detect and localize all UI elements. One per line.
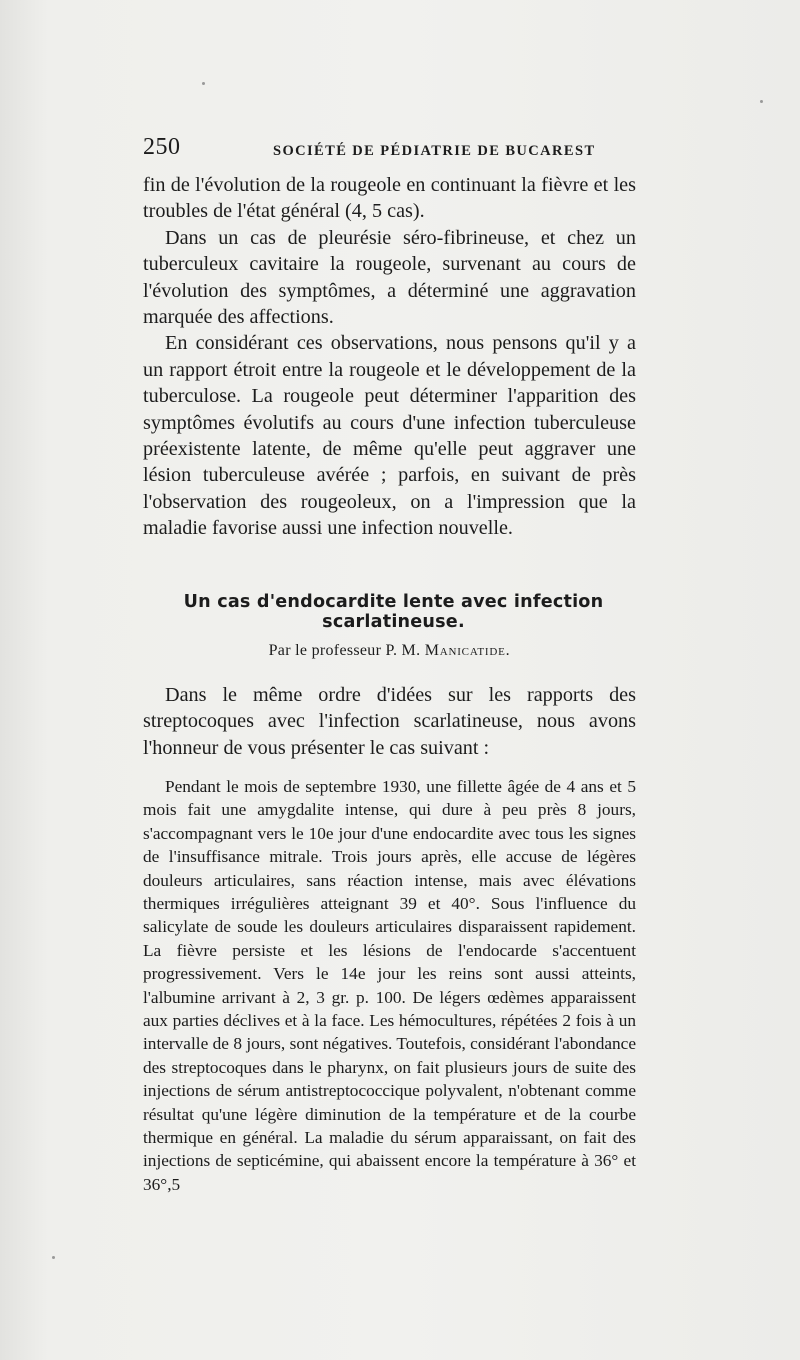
page-header	[143, 134, 623, 164]
page-number: 250	[143, 134, 181, 160]
article-byline	[143, 642, 636, 660]
paragraph-conclusion: En considérant ces observations, nous pensons qu'il y a un rapport étroit entre la rougeole et le développement de la tuberculose. La rougeole peut déterminer l'apparition des symptômes évolutifs au cours d'une infection tuberculeuse préexistente latente, de même qu'elle peut aggraver une lésion tuberculeuse avérée ; parfois, en suivant de près l'observation des rougeoleux, on a l'impression que la maladie favorise aussi une infection nouvelle.	[143, 332, 636, 540]
page-body	[143, 172, 636, 1196]
byline-prefix: Par le professeur P. M.	[268, 641, 421, 659]
article-title: Un cas d'endocardite lente avec infection scarlatineuse.	[183, 591, 604, 632]
running-head: SOCIÉTÉ DE PÉDIATRIE DE BUCAREST	[273, 143, 596, 159]
paragraph-pleuresie: Dans un cas de pleurésie séro-fibrineuse, et chez un tuberculeux cavitaire la rougeole, survenant au cours de l'évolution des symptômes, a déterminé une aggravation marquée des affections.	[143, 226, 636, 329]
byline-author: Manicatide.	[424, 641, 511, 659]
paper-speck	[52, 1256, 55, 1259]
paper-speck	[202, 82, 205, 85]
case-description: Pendant le mois de septembre 1930, une fillette âgée de 4 ans et 5 mois fait une amygdalite intense, qui dure à peu près 8 jours, s'accompagnant vers le 10e jour d'une endocardite avec tous les signes de l'insuffisance mitrale. Trois jours après, elle accuse de légères douleurs articulaires, sans réaction intense, mais avec élévations thermiques irrégulières atteignant 39 et 40°. Sous l'influence du salicylate de soude les douleurs articulaires disparaissent rapidement. La fièvre persiste et les lésions de l'endocarde s'accentuent progressivement. Vers le 14e jour les reins sont aussi atteints, l'albumine arrivant à 2, 3 gr. p. 100. De légers œdèmes apparaissent aux parties déclives et à la face. Les hémocultures, répétées 2 fois à un intervalle de 8 jours, sont négatives. Toutefois, considérant l'abondance des streptocoques dans le pharynx, on fait plusieurs jours de suite des injections de sérum antistreptococcique polyvalent, n'obtenant comme résultat qu'une légère diminution de la température et de la courbe thermique en général. La maladie du sérum apparaissant, on fait des injections de septicémine, qui abaissent encore la température à 36° et 36°,5	[143, 776, 636, 1194]
paragraph-continuation: fin de l'évolution de la rougeole en continuant la fièvre et les troubles de l'état général (4, 5 cas).	[143, 174, 636, 223]
article-intro: Dans le même ordre d'idées sur les rapports des streptocoques avec l'infection scarlatineuse, nous avons l'honneur de vous présenter le cas suivant :	[143, 683, 636, 759]
paper-speck	[760, 100, 763, 103]
